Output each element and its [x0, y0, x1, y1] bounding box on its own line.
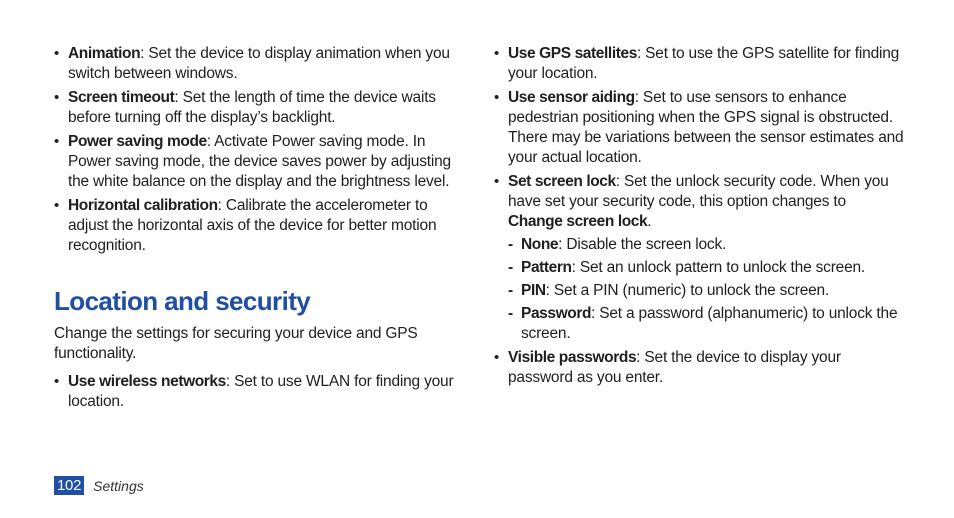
- sub-list-item: [508, 258, 904, 278]
- list-item: [494, 44, 904, 84]
- page-footer: [54, 476, 144, 495]
- footer-section-label: Settings: [93, 477, 144, 494]
- settings-list-security: [494, 44, 904, 388]
- list-item: [54, 132, 464, 192]
- option-term: None: [521, 236, 559, 253]
- page-number: 102: [54, 476, 84, 495]
- option-desc: : Set a password (alphanumeric) to unlock the screen.: [521, 305, 898, 342]
- option-desc: : Set a PIN (numeric) to unlock the screen.: [545, 282, 830, 299]
- item-desc: : Calibrate the accelerometer to adjust the horizontal axis of the device for better motion recognition.: [68, 197, 437, 254]
- section-title: Location and security: [54, 286, 311, 316]
- settings-list-display: [54, 44, 464, 256]
- item-term-inline: Change screen lock: [508, 213, 648, 230]
- screen-lock-options: [508, 235, 904, 344]
- list-item: [54, 88, 464, 128]
- section-intro: Change the settings for securing your device and GPS functionality.: [54, 325, 418, 362]
- item-term: Power saving mode: [68, 133, 207, 150]
- list-item: [494, 172, 904, 344]
- list-item: [54, 372, 464, 412]
- list-item: [54, 196, 464, 256]
- sub-list-item: [508, 304, 904, 344]
- item-desc: : Set the unlock security code. When you have set your security code, this option changes to: [508, 173, 889, 210]
- item-desc: : Activate Power saving mode. In Power saving mode, the device saves power by adjusting the white balance on the display and the brightness level.: [68, 133, 451, 190]
- item-desc: : Set the device to display your password as you enter.: [508, 349, 841, 386]
- item-term: Use GPS satellites: [508, 45, 637, 62]
- item-term: Screen timeout: [68, 89, 175, 106]
- option-term: Pattern: [521, 259, 572, 276]
- list-item: [494, 348, 904, 388]
- sub-list-item: [508, 235, 904, 255]
- item-desc-end: .: [647, 213, 652, 230]
- item-desc: : Set to use WLAN for finding your location.: [68, 373, 454, 410]
- item-desc: : Set the length of time the device waits before turning off the display’s backlight.: [68, 89, 436, 126]
- item-term: Use sensor aiding: [508, 89, 635, 106]
- item-desc: : Set to use the GPS satellite for finding your location.: [508, 45, 900, 82]
- item-term: Use wireless networks: [68, 373, 226, 390]
- option-desc: : Set an unlock pattern to unlock the screen.: [571, 259, 866, 276]
- item-term: Animation: [68, 45, 141, 62]
- right-column: [494, 44, 904, 392]
- left-column: [54, 44, 464, 416]
- item-desc: : Set the device to display animation when you switch between windows.: [68, 45, 450, 82]
- item-desc: : Set to use sensors to enhance pedestrian positioning when the GPS signal is obstructed. There may be variations between the sensor estimates and your actual location.: [508, 89, 904, 166]
- settings-list-location: [54, 372, 464, 412]
- option-term: PIN: [521, 282, 546, 299]
- item-term: Visible passwords: [508, 349, 637, 366]
- sub-list-item: [508, 281, 904, 301]
- list-item: [54, 44, 464, 84]
- list-item: [494, 88, 904, 168]
- item-term: Horizontal calibration: [68, 197, 218, 214]
- option-desc: : Disable the screen lock.: [558, 236, 727, 253]
- item-term: Set screen lock: [508, 173, 616, 190]
- option-term: Password: [521, 305, 592, 322]
